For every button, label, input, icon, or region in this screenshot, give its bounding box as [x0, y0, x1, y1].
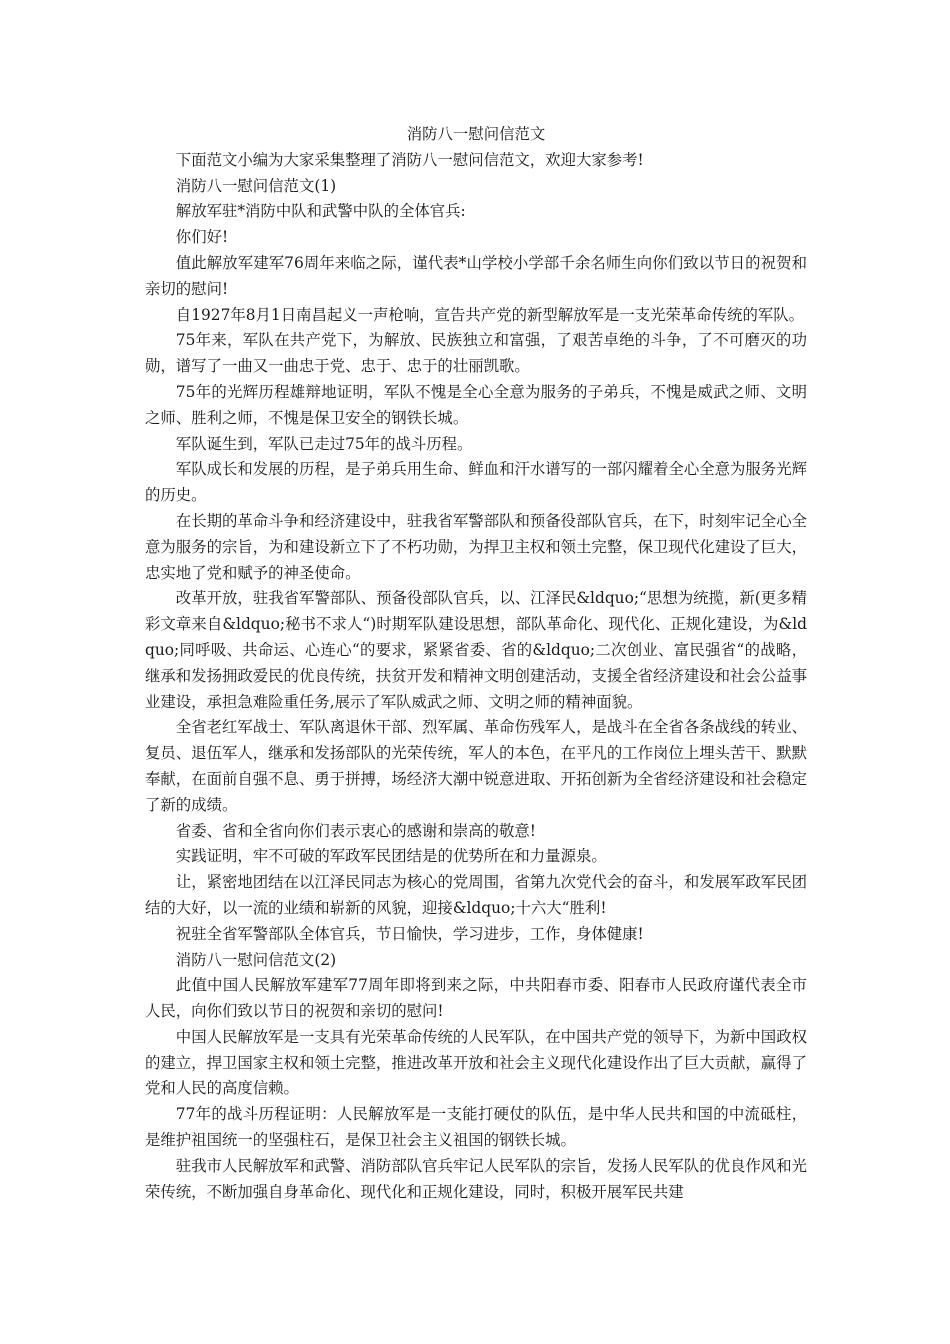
- body-paragraph: 75年来，军队在共产党下，为解放、民族独立和富强，了艰苦卓绝的斗争，了不可磨灭的功勋，谱写了一曲又一曲忠于党、忠于、忠于的壮丽凯歌。: [145, 331, 807, 376]
- document-title: 消防八一慰问信范文: [406, 125, 546, 143]
- body-paragraph: 77年的战斗历程证明：人民解放军是一支能打硬仗的队伍，是中华人民共和国的中流砥柱，是维护祖国统一的坚强柱石，是保卫社会主义祖国的钢铁长城。: [145, 1105, 807, 1150]
- body-paragraph: 军队成长和发展的历程，是子弟兵用生命、鲜血和汗水谱写的一部闪耀着全心全意为服务光辉的历史。: [145, 460, 807, 505]
- body-paragraph: 消防八一慰问信范文(2): [175, 950, 337, 969]
- body-paragraph: 消防八一慰问信范文(1): [175, 176, 337, 195]
- body-paragraph: 实践证明，牢不可破的军政军民团结是的优势所在和力量源泉。: [175, 847, 607, 866]
- body-paragraph: 75年的光辉历程雄辩地证明，军队不愧是全心全意为服务的子弟兵，不愧是威武之师、文明之师、胜利之师，不愧是保卫安全的钢铁长城。: [145, 382, 807, 427]
- body-paragraph: 值此解放军建军76周年来临之际，谨代表*山学校小学部千余名师生向你们致以节日的祝贺和亲切的慰问!: [145, 253, 807, 298]
- body-paragraph: 军队诞生到，军队已走过75年的战斗历程。: [175, 434, 473, 453]
- body-paragraph: 改革开放，驻我省军警部队、预备役部队官兵，以、江泽民&ldquo;“思想为统揽，新(更多精彩文章来自&ldquo;秘书不求人“)时期军队建设思想，部队革命化、现代化、正规化建设，为&ldquo;同呼吸、共命运、心连心“的要求，紧紧省委、省的&ldquo;二次创业、富民强省“的战略，继承和发扬拥政爱民的优良传统，扶贫开发和精神文明创建活动，支援全省经济建设和社会公益事业建设，承担急难险重任务,展示了军队威武之师、文明之师的精神面貌。: [145, 589, 807, 711]
- body-paragraph: 全省老红军战士、军队离退休干部、烈军属、革命伤残军人，是战斗在全省各条战线的转业、复员、退伍军人，继承和发扬部队的光荣传统，军人的本色，在平凡的工作岗位上埋头苦干、默默奉献，在面前自强不息、勇于拼搏，场经济大潮中锐意进取、开拓创新为全省经济建设和社会稳定了新的成绩。: [145, 718, 807, 814]
- document-body: [145, 122, 807, 1205]
- body-paragraph: 你们好!: [175, 228, 229, 247]
- body-paragraph: 此值中国人民解放军建军77周年即将到来之际，中共阳春市委、阳春市人民政府谨代表全市人民，向你们致以节日的祝贺和亲切的慰问!: [145, 976, 807, 1021]
- body-paragraph: 让，紧密地团结在以江泽民同志为核心的党周围，省第九次党代会的奋斗，和发展军政军民团结的大好，以一流的业绩和崭新的风貌，迎接&ldquo;十六大“胜利!: [145, 873, 807, 917]
- body-paragraph: 在长期的革命斗争和经济建设中，驻我省军警部队和预备役部队官兵，在下，时刻牢记全心全意为服务的宗旨，为和建设新立下了不朽功勋，为捍卫主权和领土完整，保卫现代化建设了巨大，忠实地了党和赋予的神圣使命。: [145, 511, 807, 582]
- body-paragraph: 祝驻全省军警部队全体官兵，节日愉快，学习进步，工作，身体健康!: [175, 924, 644, 943]
- body-paragraph: 驻我市人民解放军和武警、消防部队官兵牢记人民军队的宗旨，发扬人民军队的优良作风和光荣传统，不断加强自身革命化、现代化和正规化建设，同时，积极开展军民共建: [145, 1156, 807, 1201]
- body-paragraph: 自1927年8月1日南昌起义一声枪响，宣告共产党的新型解放军是一支光荣革命传统的军队。: [175, 305, 805, 324]
- body-paragraph: 下面范文小编为大家采集整理了消防八一慰问信范文，欢迎大家参考!: [175, 150, 644, 169]
- body-paragraph: 中国人民解放军是一支具有光荣革命传统的人民军队，在中国共产党的领导下，为新中国政权的建立，捍卫国家主权和领土完整，推进改革开放和社会主义现代化建设作出了巨大贡献，赢得了党和人民的高度信赖。: [145, 1027, 807, 1098]
- body-paragraph: 省委、省和全省向你们表示衷心的感谢和崇高的敬意!: [175, 821, 536, 840]
- body-paragraph: 解放军驻*消防中队和武警中队的全体官兵:: [175, 202, 466, 221]
